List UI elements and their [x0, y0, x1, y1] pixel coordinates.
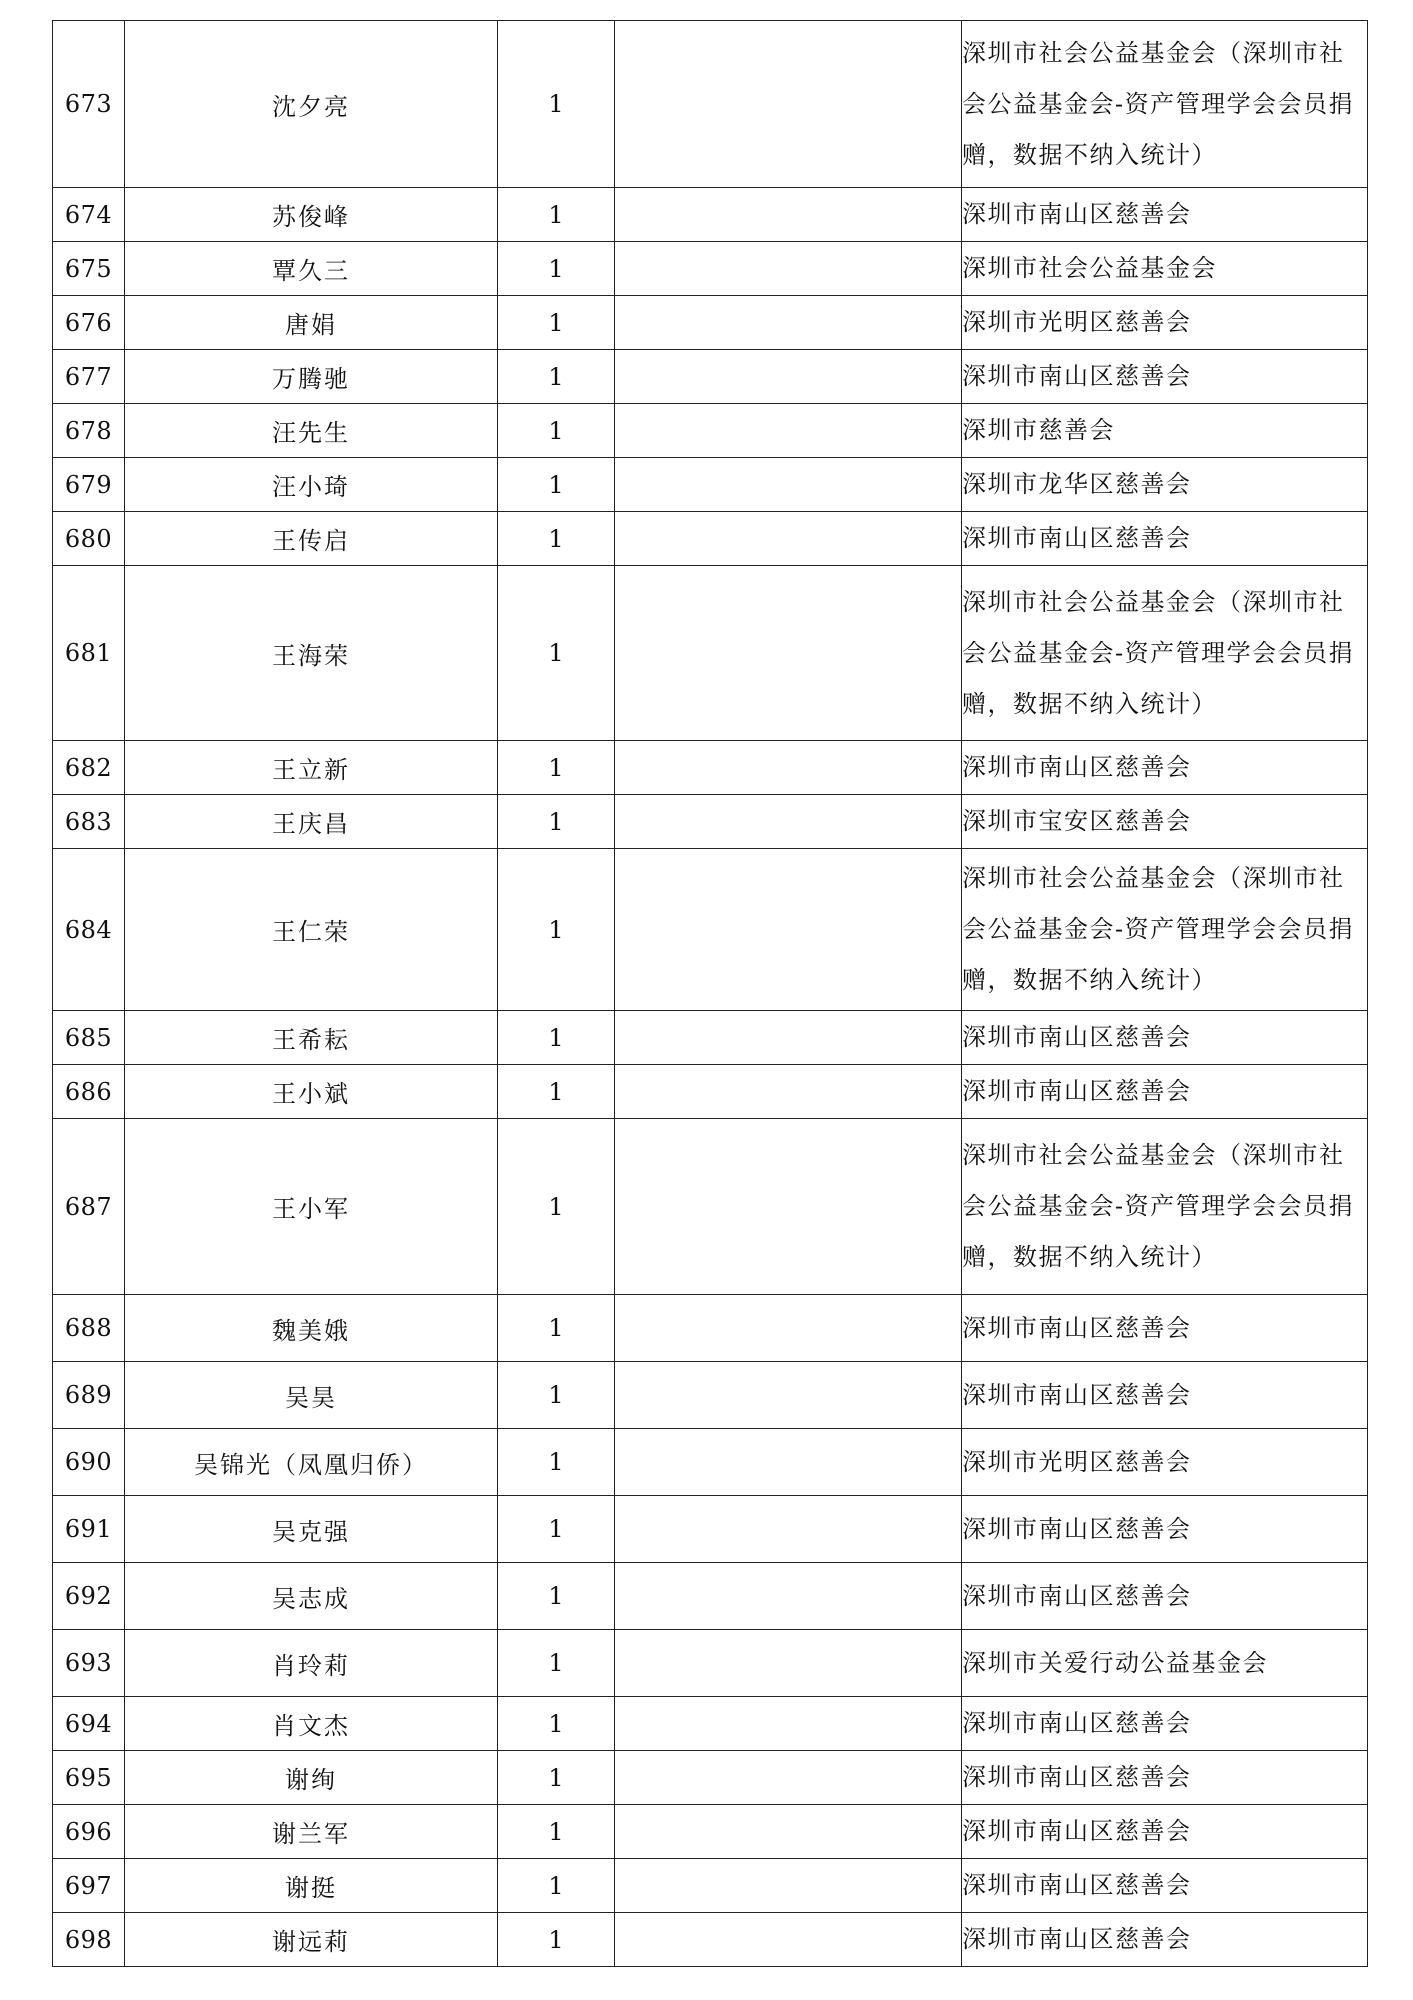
note-cell — [615, 188, 962, 242]
donor-name-cell: 王小斌 — [125, 1065, 498, 1119]
organization-cell: 深圳市关爱行动公益基金会 — [962, 1630, 1368, 1697]
table-row — [53, 1697, 1368, 1751]
quantity-cell: 1 — [498, 21, 615, 188]
table-row — [53, 849, 1368, 1011]
table-row — [53, 1913, 1368, 1967]
donor-name-cell: 王仁荣 — [125, 849, 498, 1011]
note-cell — [615, 1295, 962, 1362]
note-cell — [615, 1751, 962, 1805]
donor-name-cell: 王庆昌 — [125, 795, 498, 849]
organization-cell: 深圳市南山区慈善会 — [962, 512, 1368, 566]
donor-name-cell: 沈夕亮 — [125, 21, 498, 188]
table-row — [53, 741, 1368, 795]
organization-cell: 深圳市社会公益基金会（深圳市社会公益基金会-资产管理学会会员捐赠，数据不纳入统计） — [962, 566, 1368, 741]
donor-name-cell: 王立新 — [125, 741, 498, 795]
donor-name-cell: 苏俊峰 — [125, 188, 498, 242]
donor-name-cell: 万腾驰 — [125, 350, 498, 404]
note-cell — [615, 1496, 962, 1563]
note-cell — [615, 1630, 962, 1697]
table-row — [53, 21, 1368, 188]
note-cell — [615, 1697, 962, 1751]
row-number-cell: 677 — [53, 350, 125, 404]
organization-cell: 深圳市社会公益基金会（深圳市社会公益基金会-资产管理学会会员捐赠，数据不纳入统计） — [962, 849, 1368, 1011]
organization-cell: 深圳市南山区慈善会 — [962, 1496, 1368, 1563]
quantity-cell: 1 — [498, 1913, 615, 1967]
donor-name-cell: 覃久三 — [125, 242, 498, 296]
donor-name-cell: 王希耘 — [125, 1011, 498, 1065]
quantity-cell: 1 — [498, 1630, 615, 1697]
table-row — [53, 350, 1368, 404]
table-row — [53, 1295, 1368, 1362]
organization-cell: 深圳市慈善会 — [962, 404, 1368, 458]
row-number-cell: 688 — [53, 1295, 125, 1362]
organization-cell: 深圳市龙华区慈善会 — [962, 458, 1368, 512]
quantity-cell: 1 — [498, 1119, 615, 1295]
donor-name-cell: 汪小琦 — [125, 458, 498, 512]
table-row — [53, 404, 1368, 458]
note-cell — [615, 1805, 962, 1859]
organization-cell: 深圳市南山区慈善会 — [962, 1805, 1368, 1859]
donor-name-cell: 谢兰军 — [125, 1805, 498, 1859]
row-number-cell: 693 — [53, 1630, 125, 1697]
quantity-cell: 1 — [498, 458, 615, 512]
row-number-cell: 685 — [53, 1011, 125, 1065]
row-number-cell: 676 — [53, 296, 125, 350]
row-number-cell: 697 — [53, 1859, 125, 1913]
donor-name-cell: 王小军 — [125, 1119, 498, 1295]
row-number-cell: 684 — [53, 849, 125, 1011]
note-cell — [615, 1362, 962, 1429]
table-row — [53, 1630, 1368, 1697]
note-cell — [615, 350, 962, 404]
quantity-cell: 1 — [498, 1362, 615, 1429]
note-cell — [615, 1429, 962, 1496]
quantity-cell: 1 — [498, 795, 615, 849]
row-number-cell: 691 — [53, 1496, 125, 1563]
organization-cell: 深圳市南山区慈善会 — [962, 1563, 1368, 1630]
organization-cell: 深圳市社会公益基金会（深圳市社会公益基金会-资产管理学会会员捐赠，数据不纳入统计） — [962, 21, 1368, 188]
note-cell — [615, 1913, 962, 1967]
row-number-cell: 687 — [53, 1119, 125, 1295]
row-number-cell: 696 — [53, 1805, 125, 1859]
row-number-cell: 674 — [53, 188, 125, 242]
row-number-cell: 682 — [53, 741, 125, 795]
note-cell — [615, 21, 962, 188]
organization-cell: 深圳市光明区慈善会 — [962, 1429, 1368, 1496]
note-cell — [615, 1011, 962, 1065]
note-cell — [615, 741, 962, 795]
organization-cell: 深圳市南山区慈善会 — [962, 1295, 1368, 1362]
quantity-cell: 1 — [498, 1496, 615, 1563]
donor-name-cell: 吴锦光（凤凰归侨） — [125, 1429, 498, 1496]
table-row — [53, 1065, 1368, 1119]
donor-name-cell: 谢挺 — [125, 1859, 498, 1913]
row-number-cell: 698 — [53, 1913, 125, 1967]
note-cell — [615, 1563, 962, 1630]
organization-cell: 深圳市南山区慈善会 — [962, 1011, 1368, 1065]
organization-cell: 深圳市南山区慈善会 — [962, 1362, 1368, 1429]
donor-name-cell: 汪先生 — [125, 404, 498, 458]
table-row — [53, 188, 1368, 242]
quantity-cell: 1 — [498, 1065, 615, 1119]
organization-cell: 深圳市南山区慈善会 — [962, 1913, 1368, 1967]
donor-name-cell: 谢远莉 — [125, 1913, 498, 1967]
organization-cell: 深圳市南山区慈善会 — [962, 1751, 1368, 1805]
note-cell — [615, 512, 962, 566]
organization-cell: 深圳市社会公益基金会 — [962, 242, 1368, 296]
quantity-cell: 1 — [498, 566, 615, 741]
row-number-cell: 695 — [53, 1751, 125, 1805]
organization-cell: 深圳市宝安区慈善会 — [962, 795, 1368, 849]
quantity-cell: 1 — [498, 242, 615, 296]
table-row — [53, 1859, 1368, 1913]
table-row — [53, 795, 1368, 849]
table-row — [53, 566, 1368, 741]
table-row — [53, 458, 1368, 512]
organization-cell: 深圳市南山区慈善会 — [962, 1065, 1368, 1119]
row-number-cell: 683 — [53, 795, 125, 849]
note-cell — [615, 566, 962, 741]
donor-name-cell: 肖玲莉 — [125, 1630, 498, 1697]
donor-name-cell: 吴克强 — [125, 1496, 498, 1563]
organization-cell: 深圳市光明区慈善会 — [962, 296, 1368, 350]
table-row — [53, 242, 1368, 296]
donor-name-cell: 唐娟 — [125, 296, 498, 350]
note-cell — [615, 1065, 962, 1119]
quantity-cell: 1 — [498, 350, 615, 404]
quantity-cell: 1 — [498, 296, 615, 350]
row-number-cell: 680 — [53, 512, 125, 566]
quantity-cell: 1 — [498, 1859, 615, 1913]
quantity-cell: 1 — [498, 1429, 615, 1496]
note-cell — [615, 1859, 962, 1913]
donor-name-cell: 王海荣 — [125, 566, 498, 741]
organization-cell: 深圳市南山区慈善会 — [962, 1859, 1368, 1913]
table-row — [53, 1751, 1368, 1805]
row-number-cell: 694 — [53, 1697, 125, 1751]
donor-name-cell: 魏美娥 — [125, 1295, 498, 1362]
quantity-cell: 1 — [498, 188, 615, 242]
quantity-cell: 1 — [498, 1563, 615, 1630]
note-cell — [615, 458, 962, 512]
donor-table-body — [53, 21, 1368, 1967]
note-cell — [615, 849, 962, 1011]
row-number-cell: 678 — [53, 404, 125, 458]
donor-table — [52, 20, 1368, 1967]
row-number-cell: 690 — [53, 1429, 125, 1496]
quantity-cell: 1 — [498, 741, 615, 795]
note-cell — [615, 795, 962, 849]
quantity-cell: 1 — [498, 1295, 615, 1362]
table-row — [53, 512, 1368, 566]
row-number-cell: 689 — [53, 1362, 125, 1429]
quantity-cell: 1 — [498, 1697, 615, 1751]
table-row — [53, 296, 1368, 350]
row-number-cell: 686 — [53, 1065, 125, 1119]
organization-cell: 深圳市社会公益基金会（深圳市社会公益基金会-资产管理学会会员捐赠，数据不纳入统计） — [962, 1119, 1368, 1295]
table-row — [53, 1563, 1368, 1630]
quantity-cell: 1 — [498, 1011, 615, 1065]
organization-cell: 深圳市南山区慈善会 — [962, 741, 1368, 795]
donor-name-cell: 肖文杰 — [125, 1697, 498, 1751]
quantity-cell: 1 — [498, 512, 615, 566]
donor-name-cell: 谢绚 — [125, 1751, 498, 1805]
organization-cell: 深圳市南山区慈善会 — [962, 188, 1368, 242]
row-number-cell: 675 — [53, 242, 125, 296]
row-number-cell: 673 — [53, 21, 125, 188]
note-cell — [615, 1119, 962, 1295]
quantity-cell: 1 — [498, 849, 615, 1011]
note-cell — [615, 242, 962, 296]
table-row — [53, 1119, 1368, 1295]
organization-cell: 深圳市南山区慈善会 — [962, 1697, 1368, 1751]
quantity-cell: 1 — [498, 404, 615, 458]
note-cell — [615, 296, 962, 350]
table-row — [53, 1429, 1368, 1496]
row-number-cell: 692 — [53, 1563, 125, 1630]
row-number-cell: 681 — [53, 566, 125, 741]
table-row — [53, 1362, 1368, 1429]
quantity-cell: 1 — [498, 1805, 615, 1859]
table-row — [53, 1496, 1368, 1563]
row-number-cell: 679 — [53, 458, 125, 512]
organization-cell: 深圳市南山区慈善会 — [962, 350, 1368, 404]
note-cell — [615, 404, 962, 458]
donor-name-cell: 吴志成 — [125, 1563, 498, 1630]
donor-name-cell: 王传启 — [125, 512, 498, 566]
table-row — [53, 1805, 1368, 1859]
donor-name-cell: 吴昊 — [125, 1362, 498, 1429]
table-row — [53, 1011, 1368, 1065]
quantity-cell: 1 — [498, 1751, 615, 1805]
